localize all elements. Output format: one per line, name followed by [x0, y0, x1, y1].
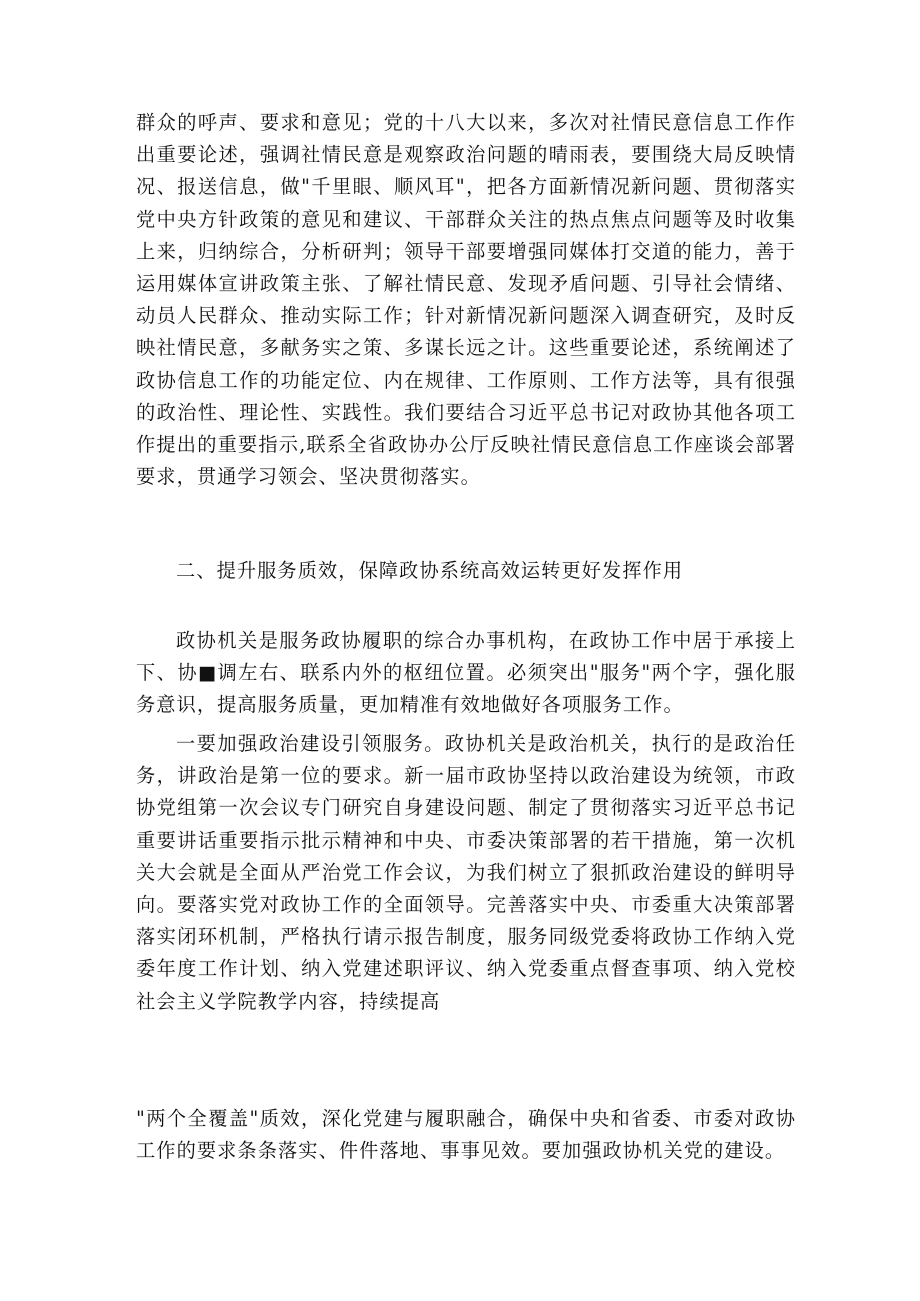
- paragraph-service-role: 政协机关是服务政协履职的综合办事机构，在政协工作中居于承接上下、协■调左右、联系内外的枢纽位置。必须突出"服务"两个字，强化服务意识，提高服务质量，更加精准有效地做好各项服务工作。: [136, 629, 796, 717]
- paragraph-continuation: 群众的呼声、要求和意见；党的十八大以来，多次对社情民意信息工作作出重要论述，强调社情民意是观察政治问题的晴雨表，要围绕大局反映情况、报送信息，做"千里眼、顺风耳"，把各方面新情况新问题、贯彻落实党中央方针政策的意见和建议、干部群众关注的热点焦点问题等及时收集上来，归纳综合，分析研判；领导干部要增强同媒体打交道的能力，善于运用媒体宣讲政策主张、了解社情民意、发现矛盾问题、引导社会情绪、动员人民群众、推动实际工作；针对新情况新问题深入调查研究，及时反映社情民意，多献务实之策、多谋长远之计。这些重要论述，系统阐述了政协信息工作的功能定位、内在规律、工作原则、工作方法等，具有很强的政治性、理论性、实践性。我们要结合习近平总书记对政协其他各项工作提出的重要指示,联系全省政协办公厅反映社情民意信息工作座谈会部署要求，贯通学习领会、坚决贯彻落实。: [136, 111, 796, 489]
- paragraph-political-building: 一要加强政治建设引领服务。政协机关是政治机关，执行的是政治任务，讲政治是第一位的要求。新一届市政协坚持以政治建设为统领，市政协党组第一次会议专门研究自身建设问题、制定了贯彻落实习近平总书记重要讲话重要指示批示精神和中央、市委决策部署的若干措施，第一次机关大会就是全面从严治党工作会议，为我们树立了狠抓政治建设的鲜明导向。要落实党对政协工作的全面领导。完善落实中央、市委重大决策部署落实闭环机制，严格执行请示报告制度，服务同级党委将政协工作纳入党委年度工作计划、纳入党建述职评议、纳入党委重点督查事项、纳入党校社会主义学院教学内容，持续提高: [136, 732, 796, 1013]
- paragraph-coverage: "两个全覆盖"质效，深化党建与履职融合，确保中央和省委、市委对政协工作的要求条条落实、件件落地、事事见效。要加强政协机关党的建设。: [136, 1107, 796, 1163]
- section-heading: 二、提升服务质效，保障政协系统高效运转更好发挥作用: [176, 559, 684, 582]
